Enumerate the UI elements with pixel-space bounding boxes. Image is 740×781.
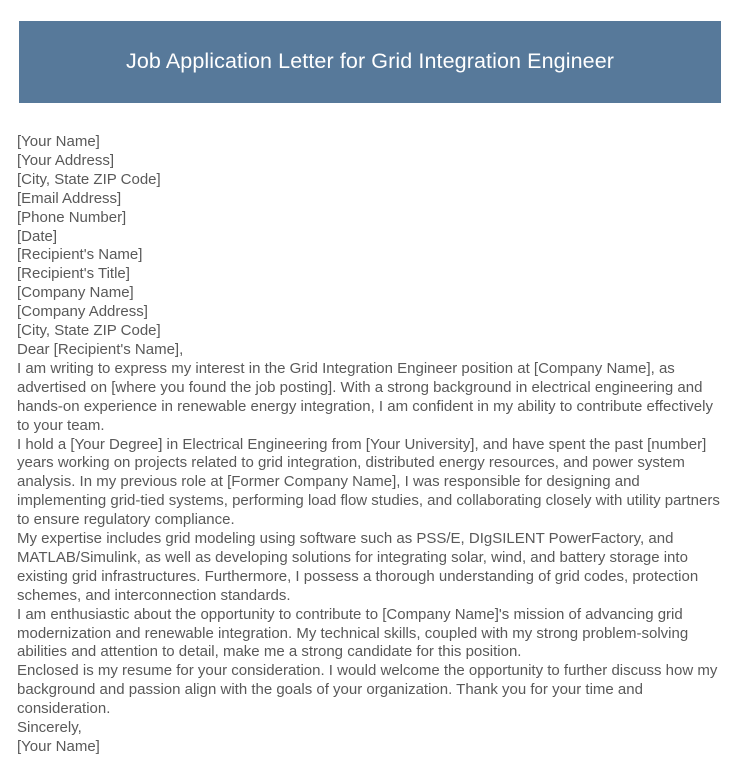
- letter-paragraph: Enclosed is my resume for your consideration. I would welcome the opportunity to further discuss how my background and passion align with the goals of your organization. Thank you for your time and consideration.: [17, 662, 718, 718]
- sender-line: [Phone Number]: [17, 208, 127, 226]
- sender-line: [Date]: [17, 227, 58, 245]
- sender-line: [Your Name]: [17, 133, 100, 150]
- recipient-line: [City, State ZIP Code]: [17, 322, 161, 340]
- letter-paragraph: My expertise includes grid modeling using software such as PSS/E, DIgSILENT PowerFactory, and MATLAB/Simulink, as well as developing solutions for integrating solar, wind, and battery storage into existing grid infrastructures. Furthermore, I possess a thorough understanding of grid codes, protection schemes, and interconnection standards.: [17, 530, 699, 604]
- recipient-line: [Recipient's Name]: [17, 246, 143, 264]
- salutation: Dear [Recipient's Name],: [17, 340, 184, 358]
- recipient-line: [Company Address]: [17, 303, 148, 321]
- recipient-line: [Company Name]: [17, 284, 134, 302]
- letter-body: [17, 133, 722, 757]
- document-header-banner: [19, 21, 721, 103]
- sender-line: [Email Address]: [17, 189, 122, 207]
- sender-line: [Your Address]: [17, 151, 115, 169]
- letter-paragraph: I am writing to express my interest in the Grid Integration Engineer position at [Company Name], as advertised on [where you found the job posting]. With a strong background in electrical engineering and hands-on experience in renewable energy integration, I am confident in my ability to contribute effectively to your team.: [17, 359, 713, 434]
- closing-salutation: Sincerely,: [17, 719, 82, 737]
- page-title: Job Application Letter for Grid Integration Engineer: [125, 49, 615, 74]
- sender-address-block: [17, 133, 722, 246]
- sender-line: [City, State ZIP Code]: [17, 170, 161, 188]
- letter-paragraph: I hold a [Your Degree] in Electrical Engineering from [Your University], and have spent the past [number] years working on projects related to grid integration, distributed energy resources, and power system analysis. In my previous role at [Former Company Name], I was responsible for designing and implementing grid-tied systems, performing load flow studies, and collaborating closely with utility partners to ensure regulatory compliance.: [17, 435, 720, 529]
- signature-name: [Your Name]: [17, 738, 100, 755]
- letter-paragraph: I am enthusiastic about the opportunity to contribute to [Company Name]'s mission of advancing grid modernization and renewable integration. My technical skills, coupled with my strong problem-solving abilities and attention to detail, make me a strong candidate for this position.: [17, 605, 689, 661]
- recipient-address-block: [17, 246, 722, 341]
- recipient-line: [Recipient's Title]: [17, 265, 130, 283]
